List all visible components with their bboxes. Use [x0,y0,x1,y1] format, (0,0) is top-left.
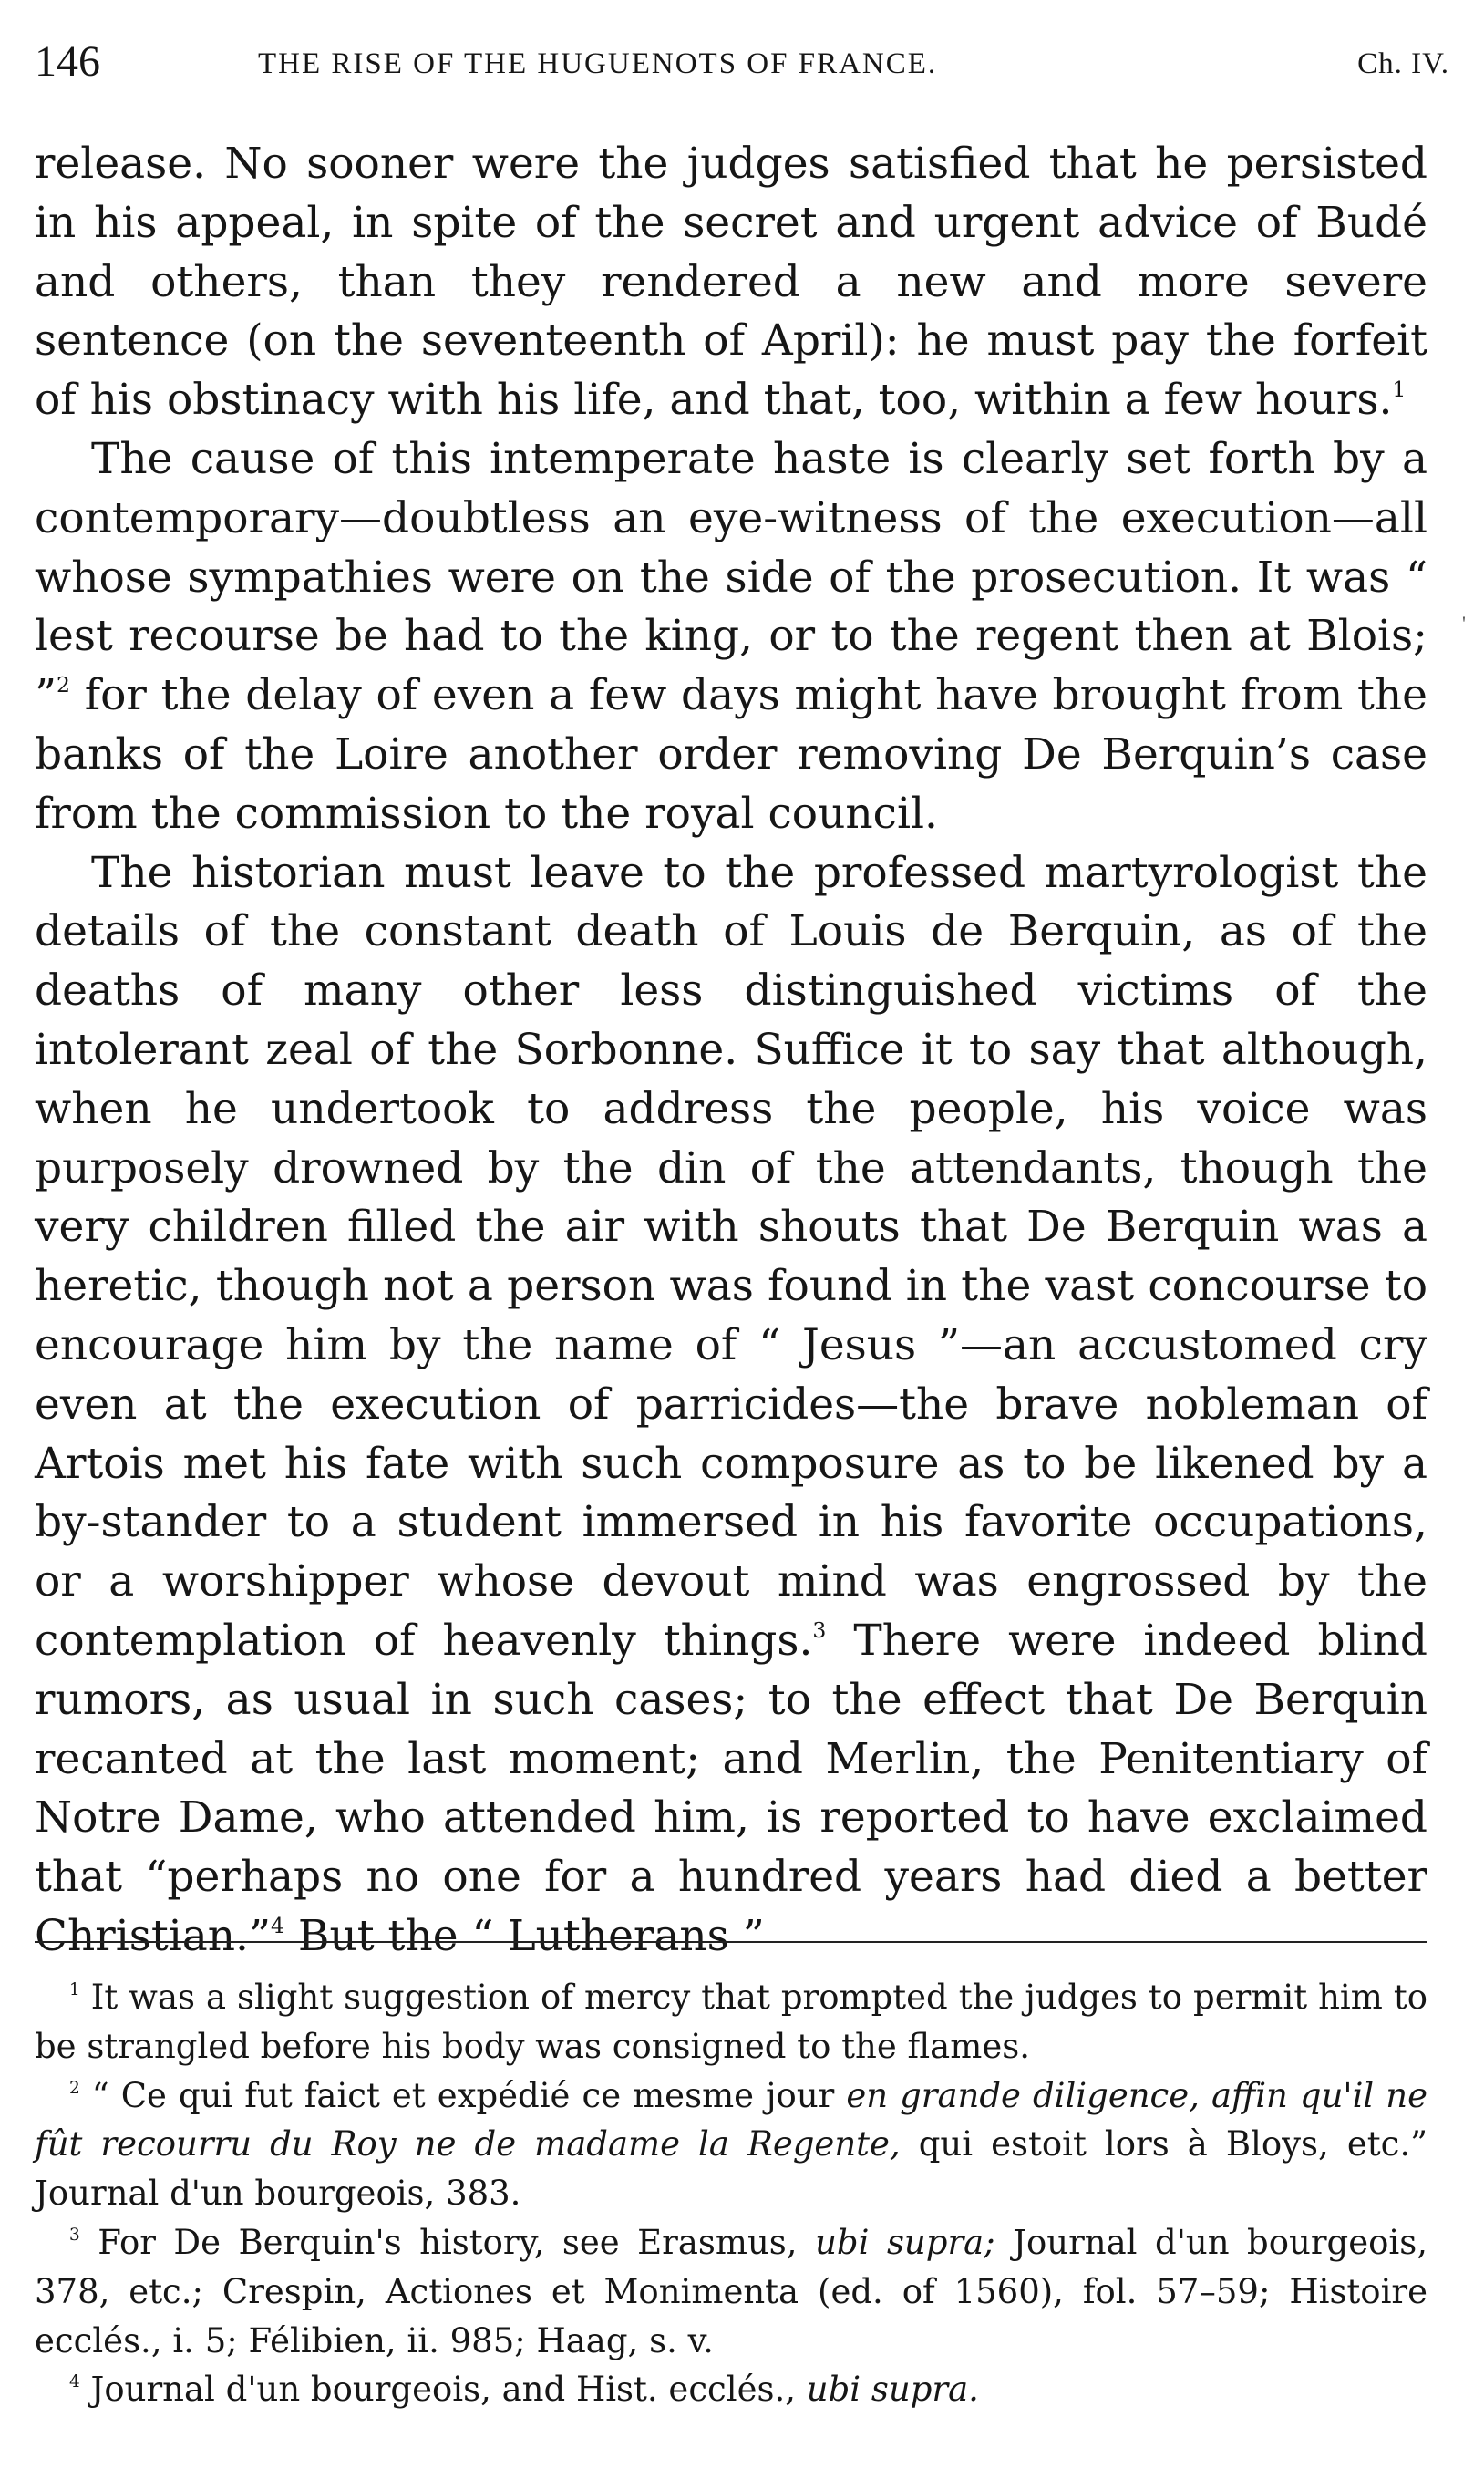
paragraph-2-text-a: The cause of this intemperate haste is clearly set forth by a contemporary—doubtless an eye-witness of the execution—all whose sympathies were on the side of the prosecution. It was “ lest recourse be had to the king, or to the regent then at Blois; ” [35,433,1427,721]
footnote-1 [35,1973,1427,2071]
footnote-2 [35,2071,1427,2218]
footnote-ref-3: 3 [812,1617,827,1644]
page-number: 146 [35,37,100,86]
footnote-4-text-a: Journal d'un bourgeois, and Hist. ecclés., [79,2370,807,2410]
paragraph-3 [35,844,1427,1967]
footnote-ref-4: 4 [271,1913,284,1939]
footnote-2-text-b: qui estoit lors à Bloys, etc.” Journal d'un bourgeois, 383. [35,2124,1427,2214]
paragraph-3-text-b: There were indeed blind rumors, as usual in such cases; to the effect that De Berquin recanted at the last moment; and Merlin, the Penitentiary of Notre Dame, who attended him, is reported to have exclaimed that “perhaps no one for a hundred years had died a better Christian.” [35,1615,1427,1961]
main-text [35,135,1427,1967]
paragraph-2 [35,430,1427,844]
footnote-3-italic: ubi supra; [815,2222,995,2262]
paragraph-1 [35,135,1427,430]
footnotes [35,1973,1427,2414]
footnote-4-mark: 4 [69,2372,80,2392]
footnote-1-text: It was a slight suggestion of mercy that prompted the judges to permit him to be strangled before his body was consigned to the flames. [35,1978,1427,2066]
margin-mark: ' [1462,612,1466,635]
footnote-ref-2: 2 [57,672,70,698]
footnote-3 [35,2218,1427,2365]
footnote-2-text-a: “ Ce qui fut faict et expédié ce mesme jour [79,2075,847,2115]
paragraph-1-text: release. No sooner were the judges satisfied that he persisted in his appeal, in spite of the secret and urgent advice of Budé and others, than they rendered a new and more severe sentence (on the seventeenth of April): he must pay the forfeit of his obstinacy with his life, and that, too, within a few hours. [35,139,1427,426]
paragraph-2-text-b: for the delay of even a few days might have brought from the banks of the Loire another order removing De Berquin’s case from the commission to the royal council. [35,670,1427,839]
chapter-label: Ch. IV. [1357,47,1449,80]
footnote-3-mark: 3 [69,2226,80,2246]
footnote-2-mark: 2 [69,2078,80,2098]
footnote-4-italic: ubi supra. [806,2370,979,2410]
footnote-1-mark: 1 [69,1980,80,2000]
footnote-ref-1: 1 [1392,377,1407,403]
footnote-4 [35,2365,1427,2414]
running-title: THE RISE OF THE HUGUENOTS OF FRANCE. [258,47,938,80]
footnote-divider [35,1941,1427,1943]
footnote-2-quote-italic: en grande diligence, affin qu'il ne fût recourru du Roy ne de madame la Regente, [35,2075,1427,2164]
footnote-3-text-b: Journal d'un bourgeois, 378, etc.; Crespin, Actiones et Monimenta (ed. of 1560), fol. 57–59; Histoire ecclés., i. 5; Félibien, ii. 985; Haag, s. v. [35,2222,1427,2360]
paragraph-3-text-a: The historian must leave to the professed martyrologist the details of the constant death of Louis de Berquin, as of the deaths of many other less distinguished victims of the intolerant zeal of the Sorbonne. Suffice it to say that although, when he undertook to address the people, his voice was purposely drowned by the din of the attendants, though the very children filled the air with shouts that De Berquin was a heretic, though not a person was found in the vast concourse to encourage him by the name of “ Jesus ”—an accustomed cry even at the execution of parricides—the brave nobleman of Artois met his fate with such composure as to be likened by a by-stander to a student immersed in his favorite occupations, or a worshipper whose devout mind was engrossed by the contemplation of heavenly things. [35,847,1427,1666]
running-header [35,36,1449,91]
paragraph-3-text-c: But the “ Lutherans ” [283,1910,765,1961]
footnote-3-text-a: For De Berquin's history, see Erasmus, [79,2222,816,2262]
